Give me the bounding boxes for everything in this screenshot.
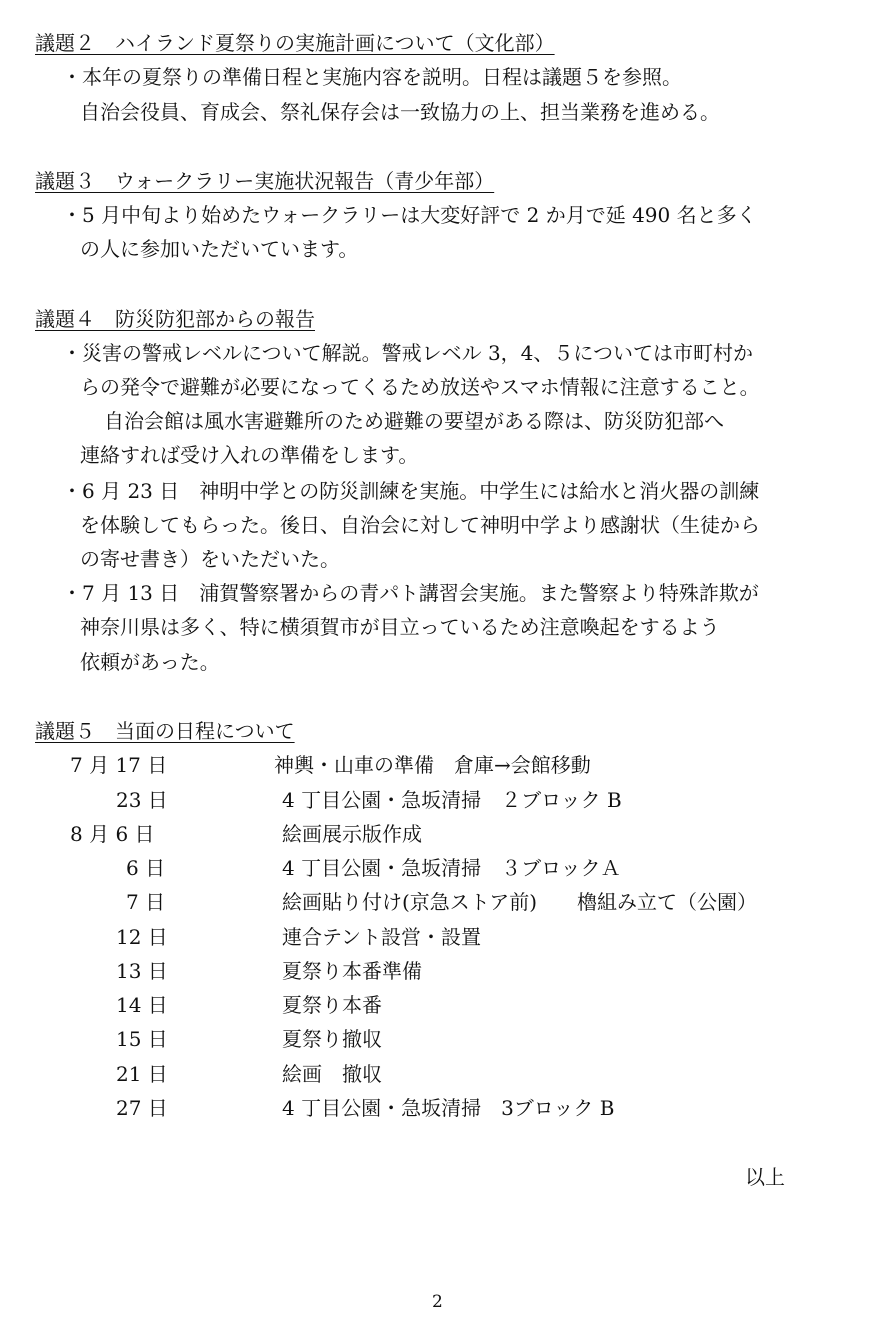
schedule-item: 4 丁目公園・急坂清掃 3ブロック B [282,1096,615,1120]
agenda-4-line: の寄せ書き）をいただいた。 [80,547,340,571]
schedule-date: 7 日 [126,890,166,914]
schedule-date: 6 日 [126,856,166,880]
agenda-4-line: 連絡すれば受け入れの準備をします。 [80,443,419,467]
agenda-4-line: を体験してもらった。後日、自治会に対して神明中学より感謝状（生徒から [80,513,760,537]
schedule-date: 23 日 [116,788,168,812]
schedule-date: 13 日 [116,959,168,983]
schedule-item: 夏祭り撤収 [282,1027,382,1051]
agenda-2-line: ・本年の夏祭りの準備日程と実施内容を説明。日程は議題５を参照。 [62,65,682,89]
agenda-4-line: ・6 月 23 日 神明中学との防災訓練を実施。中学生には給水と消火器の訓練 [62,479,760,503]
schedule-date: 21 日 [116,1062,168,1086]
schedule-item: 絵画展示版作成 [282,822,422,846]
schedule-item: 神輿・山車の準備 倉庫→会館移動 [274,753,591,777]
schedule-date: 8 月 6 日 [70,822,155,846]
schedule-item: 4 丁目公園・急坂清掃 ３ブロックＡ [282,856,621,880]
agenda-2-line: 自治会役員、育成会、祭礼保存会は一致協力の上、担当業務を進める。 [80,100,720,124]
agenda-5-title: 議題５ 当面の日程について [35,719,295,743]
schedule-date: 27 日 [116,1096,168,1120]
schedule-item: 絵画貼り付け(京急ストア前) 櫓組み立て（公園） [282,890,758,914]
agenda-4-line: らの発令で避難が必要になってくるため放送やスマホ情報に注意すること。 [80,375,760,399]
agenda-4-line: 自治会館は風水害避難所のため避難の要望がある際は、防災防犯部へ [104,409,724,433]
agenda-4-title: 議題４ 防災防犯部からの報告 [35,307,315,331]
closing-text: 以上 [745,1165,785,1189]
agenda-3-line: の人に参加いただいています。 [80,237,359,261]
page-number: 2 [432,1292,443,1312]
schedule-item: 連合テント設営・設置 [282,925,481,949]
schedule-item: 夏祭り本番準備 [282,959,422,983]
agenda-3-line: ・5 月中旬より始めたウォークラリーは大変好評で 2 か月で延 490 名と多く [62,203,757,227]
schedule-item: 夏祭り本番 [282,993,382,1017]
schedule-item: 絵画 撤収 [282,1062,382,1086]
agenda-2-title: 議題２ ハイランド夏祭りの実施計画について（文化部） [35,31,555,55]
agenda-4-line: ・7 月 13 日 浦賀警察署からの青パト講習会実施。また警察より特殊詐欺が [62,581,759,605]
agenda-4-line: 神奈川県は多く、特に横須賀市が目立っているため注意喚起をするよう [80,615,720,639]
agenda-4-line: ・災害の警戒レベルについて解説。警戒レベル 3，4、５については市町村か [62,341,754,365]
schedule-item: 4 丁目公園・急坂清掃 ２ブロック B [282,788,622,812]
schedule-date: 14 日 [116,993,168,1017]
schedule-date: 12 日 [116,925,168,949]
schedule-date: 7 月 17 日 [70,753,168,777]
schedule-date: 15 日 [116,1027,168,1051]
agenda-3-title: 議題３ ウォークラリー実施状況報告（青少年部） [35,169,495,193]
agenda-4-line: 依頼があった。 [80,650,220,674]
